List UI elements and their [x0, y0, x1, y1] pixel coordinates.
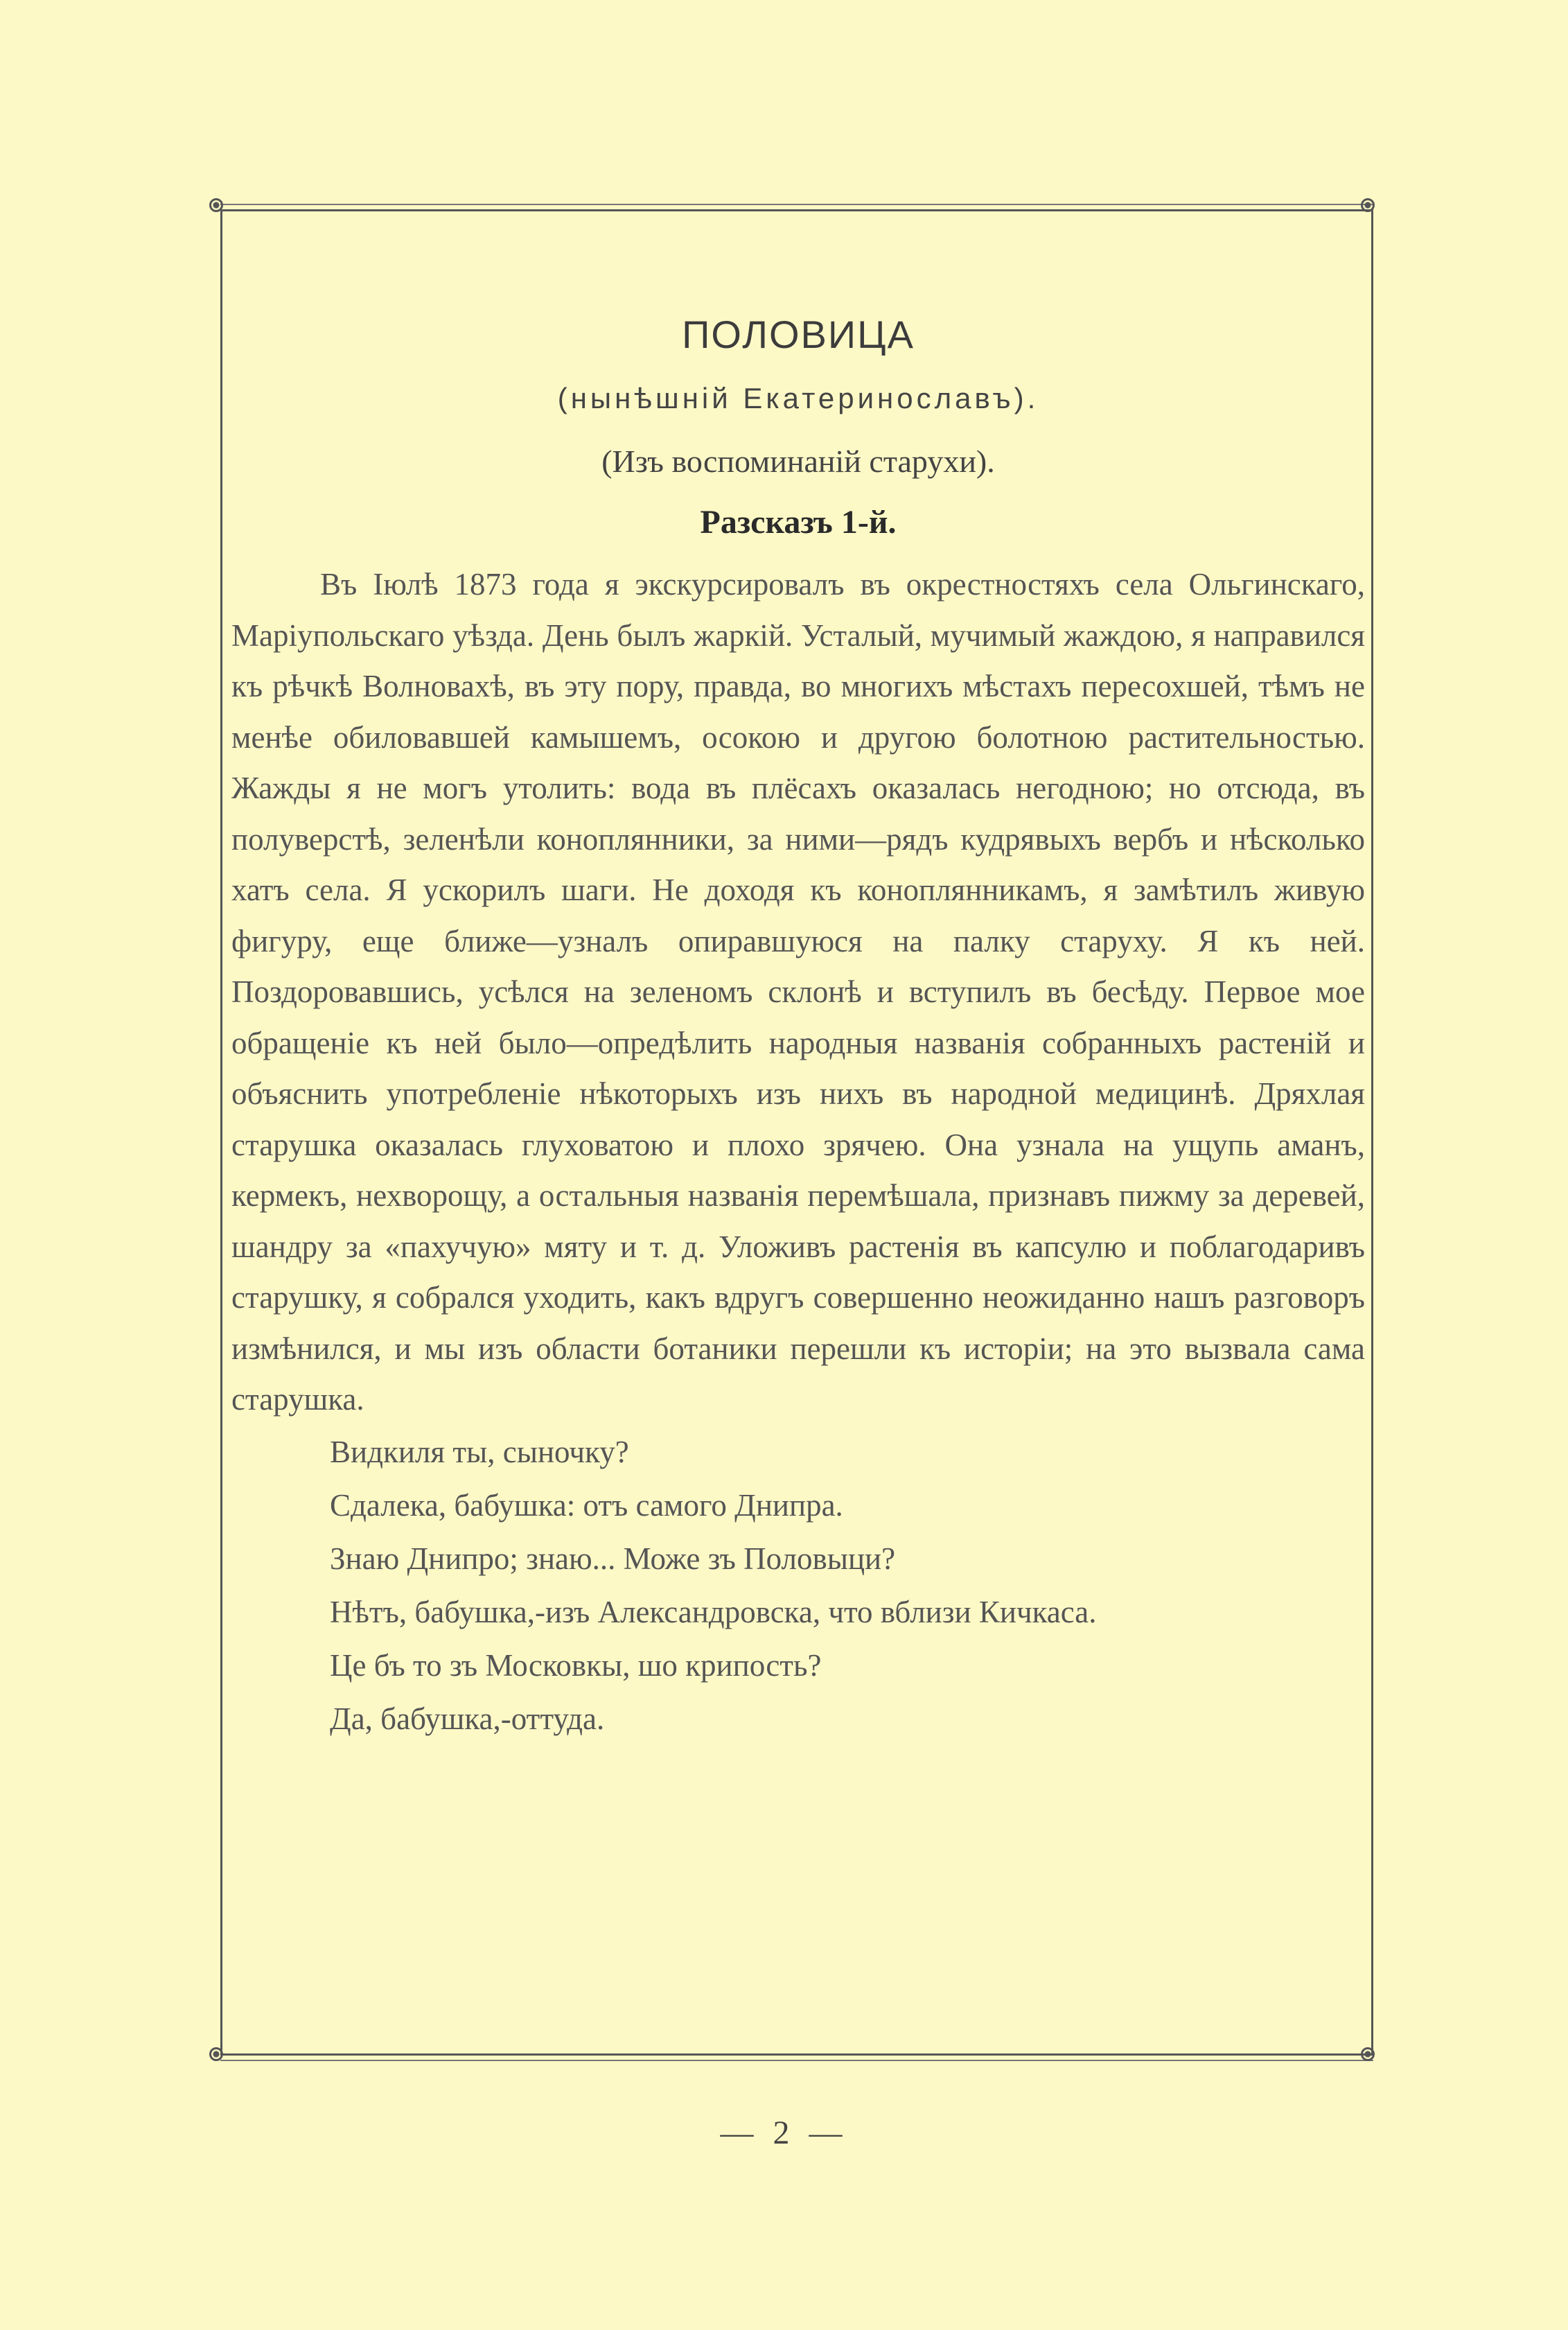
dialogue-line: Видкиля ты, сыночку? [330, 1434, 629, 1469]
corner-ornament-icon [1361, 2047, 1375, 2061]
page-subtitle-source: (Изъ воспоминаній старухи). [601, 444, 995, 479]
page-title: ПОЛОВИЦА [682, 313, 915, 356]
top-rule [220, 204, 1373, 205]
corner-ornament-icon [209, 2047, 223, 2061]
dialogue-line: Сдалека, бабушка: отъ самого Днипра. [330, 1487, 843, 1523]
page-number: — 2 — [720, 2114, 848, 2151]
story-paragraph: Въ Іюлѣ 1873 года я экскурсировалъ въ окрестностяхъ села Ольгинскаго, Маріупольскаго уѣзда. День былъ жаркій. Усталый, мучимый жаждою, я направился къ рѣчкѣ Волновахѣ, въ эту пору, правда, во многихъ мѣстахъ пересохшей, тѣмъ не менѣе обиловавшей камышемъ, осокою и другою болотною растительностью. Жажды я не могъ утолить: вода въ плёсахъ оказалась негодною; но отсюда, въ полуверстѣ, зеленѣли коноплянники, за ними—рядъ кудрявыхъ вербъ и нѣсколько хатъ села. Я ускорилъ шаги. Не доходя къ коноплянникамъ, я замѣтилъ живую фигуру, еще ближе—узналъ опиравшуюся на палку старуху. Я къ ней. Поздоровавшись, усѣлся на зеленомъ склонѣ и вступилъ въ бесѣду. Первое мое обращеніе къ ней было—опредѣлить народныя названія собранныхъ растеній и объяснить употребленіе нѣкоторыхъ изъ нихъ въ народной медицинѣ. Дряхлая старушка оказалась глуховатою и плохо зрячею. Она узнала на ущупь аманъ, кермекъ, нехворощу, а остальныя названія перемѣшала, признавъ пижму за деревей, шандру за «пахучую» мяту и т. д. Уложивъ растенія въ капсулю и поблагодаривъ старушку, я собрался уходить, какъ вдругъ совершенно неожиданно нашъ разговоръ измѣнился, и мы изъ области ботаники перешли къ исторіи; на это вызвала сама старушка. [231, 567, 1365, 1417]
page-content [231, 291, 1365, 1746]
dialogue-line: Нѣтъ, бабушка,-изъ Александровска, что вблизи Кичкаса. [330, 1594, 1097, 1629]
dialogue [231, 1426, 1365, 1746]
story-heading: Разсказъ 1-й. [700, 504, 897, 541]
dialogue-line: Це бъ то зъ Московкы, шо крипость? [330, 1647, 822, 1683]
page-subtitle: (нынѣшній Екатеринославъ). [557, 382, 1039, 414]
dialogue-line: Да, бабушка,-оттуда. [330, 1701, 605, 1736]
corner-ornament-icon [209, 198, 223, 212]
dialogue-line: Знаю Днипро; знаю... Може зъ Половыци? [330, 1541, 896, 1576]
corner-ornament-icon [1361, 198, 1375, 212]
bottom-rule [220, 2060, 1373, 2061]
